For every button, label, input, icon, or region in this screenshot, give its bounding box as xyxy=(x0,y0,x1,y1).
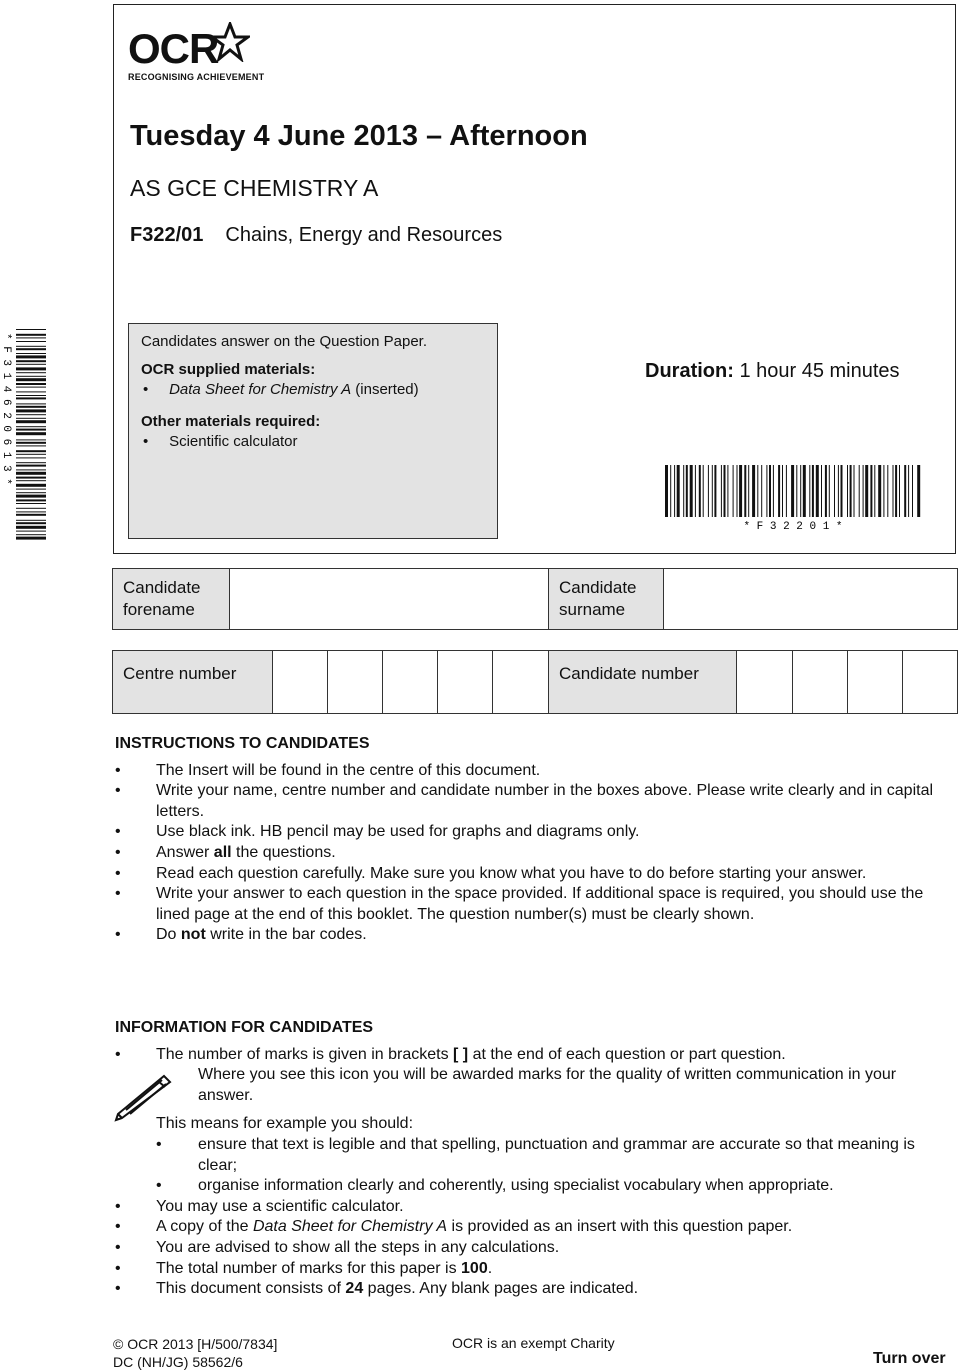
supplied-item-rest: (inserted) xyxy=(351,381,419,398)
materials-line1: Candidates answer on the Question Paper. xyxy=(141,333,428,350)
candidate-digit-box[interactable] xyxy=(848,651,903,713)
barcode-bar xyxy=(714,465,716,517)
centre-number-label: Centre number xyxy=(113,651,273,713)
candidate-number-label: Candidate number xyxy=(549,651,737,713)
barcode-bar xyxy=(686,465,688,517)
name-row xyxy=(112,568,958,630)
copy-italic: Data Sheet for Chemistry A xyxy=(252,1218,448,1236)
barcode-bar xyxy=(854,465,855,517)
barcode-bar xyxy=(695,465,696,517)
barcode-bar xyxy=(16,534,46,535)
forename-field[interactable] xyxy=(230,569,549,629)
barcode-bar xyxy=(16,383,46,385)
barcode-bar xyxy=(16,432,46,435)
barcode-bar xyxy=(712,465,713,517)
other-heading: Other materials required: xyxy=(141,413,321,430)
barcode-bar xyxy=(883,465,884,517)
pencil-icon xyxy=(112,1070,182,1122)
barcode-bar xyxy=(683,465,684,517)
barcode-bar xyxy=(16,397,46,399)
barcode-bar xyxy=(761,465,762,517)
barcode-bar xyxy=(721,465,722,517)
barcode-bar xyxy=(847,465,848,517)
info-icon-text: Where you see this icon you will be awarded marks for the quality of written communication in your answer. xyxy=(198,1066,897,1104)
other-item-text: Scientific calculator xyxy=(169,433,298,450)
pages-post: pages. Any blank pages are indicated. xyxy=(363,1280,639,1298)
barcode-bar xyxy=(674,465,675,517)
footer-left xyxy=(113,1335,277,1371)
instructions-section xyxy=(115,734,945,946)
do-post: write in the bar codes. xyxy=(205,926,367,944)
barcode-bar xyxy=(16,484,46,487)
barcode-bar xyxy=(778,465,780,517)
centre-digit-box[interactable] xyxy=(493,651,549,713)
barcode-bar xyxy=(699,465,701,517)
total-pre: The total number of marks for this paper is xyxy=(156,1259,462,1277)
barcode-bar xyxy=(16,477,46,479)
exam-code: F322/01 xyxy=(130,224,204,246)
barcode-bar xyxy=(16,378,46,381)
instruction-item xyxy=(115,925,945,946)
info-item xyxy=(115,1279,945,1300)
barcode-bar xyxy=(16,395,46,396)
barcode-bar xyxy=(16,469,46,470)
barcode-bar xyxy=(782,465,783,517)
barcode-bar xyxy=(16,480,46,481)
barcode-bar xyxy=(899,465,900,517)
pages-pre: This document consists of xyxy=(156,1280,346,1298)
barcode-bar xyxy=(690,465,693,517)
forename-label: Candidate forename xyxy=(113,569,230,629)
barcode-bar xyxy=(744,465,746,517)
turn-over: Turn over xyxy=(873,1350,946,1367)
instruction-item: • Write your name, centre number and candidate number in the boxes above. Please write clearly and in capital letters. xyxy=(115,781,945,822)
barcode-bar xyxy=(16,465,46,467)
centre-digit-box[interactable] xyxy=(328,651,383,713)
supplied-item-italic: Data Sheet for Chemistry A xyxy=(169,381,352,398)
surname-label: Candidate surname xyxy=(549,569,664,629)
barcode-bar xyxy=(737,465,738,517)
supplied-heading: OCR supplied materials: xyxy=(141,361,316,378)
do-pre: Do xyxy=(156,926,181,944)
barcode-bar xyxy=(821,465,822,517)
barcode-bar xyxy=(16,514,46,516)
barcode-bar xyxy=(16,472,46,475)
centre-digit-box[interactable] xyxy=(438,651,493,713)
barcode-bar xyxy=(16,531,46,532)
barcode-bar xyxy=(16,495,46,498)
barcode-bar xyxy=(803,465,806,517)
marks-bold: [ ] xyxy=(453,1045,469,1063)
do-bold: not xyxy=(180,926,206,944)
barcode-bar xyxy=(16,337,46,338)
duration xyxy=(645,360,900,383)
candidate-digit-box[interactable] xyxy=(793,651,848,713)
barcode-bar xyxy=(874,465,875,517)
instruction-item: • Read each question carefully. Make sure you know what you have to do before starting your answer. xyxy=(115,864,945,885)
barcode-bar xyxy=(16,418,46,419)
barcode-bar xyxy=(16,442,46,444)
duration-value: 1 hour 45 minutes xyxy=(733,360,900,382)
barcode-bar xyxy=(796,465,797,517)
total-post: . xyxy=(487,1259,493,1277)
barcode-bar xyxy=(703,465,704,517)
star-icon xyxy=(210,22,250,62)
info-item xyxy=(115,1217,945,1238)
marks-pre: The number of marks is given in brackets xyxy=(156,1045,454,1063)
barcode-bar xyxy=(739,465,742,517)
barcode-bar xyxy=(733,465,734,517)
instruction-item: • Use black ink. HB pencil may be used for graphs and diagrams only. xyxy=(115,822,945,843)
barcode-bar xyxy=(16,445,46,446)
barcode-bar xyxy=(16,454,46,455)
barcode-bar xyxy=(16,508,46,509)
answer-pre: Answer xyxy=(156,843,214,861)
barcode-bar xyxy=(16,367,46,370)
instructions-heading: INSTRUCTIONS TO CANDIDATES xyxy=(115,735,370,752)
logo-name: OCR xyxy=(128,25,219,72)
footer-ref: DC (NH/JG) 58562/6 xyxy=(113,1354,243,1370)
barcode-bar xyxy=(878,465,881,517)
answer-post: the questions. xyxy=(231,843,336,861)
duration-label: Duration: xyxy=(645,360,734,382)
other-item: • Scientific calculator xyxy=(143,433,298,450)
info-item xyxy=(115,1259,945,1280)
centre-digit-box[interactable] xyxy=(273,651,328,713)
barcode-bar xyxy=(859,465,860,517)
info-means: This means for example you should: xyxy=(156,1115,414,1133)
info-sub-item: • ensure that text is legible and that spelling, punctuation and grammar are accurate so that meaning is clear; xyxy=(115,1135,945,1176)
centre-digit-box[interactable] xyxy=(383,651,438,713)
barcode-bar xyxy=(16,334,46,336)
ocr-logo xyxy=(128,25,265,82)
barcode-bar xyxy=(16,409,46,412)
instruction-item: • The Insert will be found in the centre of this document. xyxy=(115,761,945,782)
barcode-bar xyxy=(769,465,771,517)
barcode-bar xyxy=(841,465,843,517)
barcode-bar xyxy=(16,420,46,423)
barcode-bar xyxy=(838,465,839,517)
info-sub-item: • organise information clearly and coherently, using specialist vocabulary when appropriate. xyxy=(115,1176,945,1197)
barcode-bar xyxy=(800,465,801,517)
barcode-bar xyxy=(727,465,728,517)
pages-bold: 24 xyxy=(345,1280,364,1298)
footer-copyright: © OCR 2013 [H/500/7834] xyxy=(113,1336,278,1352)
info-item: • You are advised to show all the steps in any calculations. xyxy=(115,1238,945,1259)
barcode-bar xyxy=(865,465,868,517)
total-bold: 100 xyxy=(461,1259,488,1277)
barcode-bar xyxy=(16,526,46,529)
barcode-bar xyxy=(16,353,46,354)
barcode-bar xyxy=(16,329,46,330)
barcode-bar xyxy=(16,520,46,521)
exam-subject: AS GCE CHEMISTRY A xyxy=(130,175,379,201)
barcode-bar xyxy=(16,391,46,392)
footer-charity: OCR is an exempt Charity xyxy=(452,1335,615,1351)
barcode-bar xyxy=(16,426,46,427)
barcode-bar xyxy=(904,465,906,517)
barcode-left xyxy=(0,327,46,543)
barcode-bar xyxy=(16,511,46,512)
barcode-bar xyxy=(677,465,680,517)
barcode-right xyxy=(663,465,923,533)
barcode-bar xyxy=(16,450,46,452)
barcode-bar xyxy=(16,414,46,415)
exam-paper: Chains, Energy and Resources xyxy=(225,224,503,246)
barcode-bar xyxy=(752,465,755,517)
barcode-bar xyxy=(748,465,749,517)
exam-code-line xyxy=(130,224,502,247)
barcode-bar xyxy=(16,503,46,504)
barcode-bar xyxy=(908,465,909,517)
marks-post: at the end of each question or part question. xyxy=(468,1045,786,1063)
exam-date: Tuesday 4 June 2013 – Afternoon xyxy=(130,120,588,152)
barcode-bar xyxy=(16,489,46,490)
barcode-bar xyxy=(16,346,46,347)
barcode-bar xyxy=(16,429,46,431)
barcode-bar xyxy=(773,465,774,517)
answer-bold: all xyxy=(213,843,232,861)
barcode-bar xyxy=(863,465,864,517)
information-section xyxy=(115,1018,945,1300)
barcode-bar xyxy=(16,355,46,358)
barcode-bar xyxy=(708,465,709,517)
barcode-bar xyxy=(16,522,46,524)
barcode-bar xyxy=(895,465,897,517)
materials-box xyxy=(128,323,498,539)
barcode-bar xyxy=(786,465,787,517)
supplied-item: • Data Sheet for Chemistry A (inserted) xyxy=(143,381,419,398)
barcode-bar xyxy=(791,465,794,517)
barcode-bar xyxy=(809,465,810,517)
information-heading: INFORMATION FOR CANDIDATES xyxy=(115,1019,374,1036)
barcode-bar xyxy=(16,348,46,350)
barcode-bar xyxy=(829,465,830,517)
barcode-left-text: * F 3 1 4 6 2 0 6 1 3 * xyxy=(0,333,12,485)
barcode-bar xyxy=(16,403,46,404)
barcode-bar xyxy=(757,465,758,517)
barcode-bar xyxy=(850,465,852,517)
copy-pre: A copy of the xyxy=(156,1218,253,1236)
barcode-bar xyxy=(16,462,46,463)
barcode-bar xyxy=(16,372,46,373)
candidate-digit-box[interactable] xyxy=(903,651,957,713)
barcode-bar xyxy=(16,360,46,362)
info-item: • You may use a scientific calculator. xyxy=(115,1197,945,1218)
barcode-bar xyxy=(816,465,819,517)
surname-field[interactable] xyxy=(664,569,957,629)
logo-tagline: RECOGNISING ACHIEVEMENT xyxy=(128,72,265,82)
copy-post: is provided as an insert with this question paper. xyxy=(447,1218,793,1236)
barcode-bar xyxy=(825,465,827,517)
barcode-bar xyxy=(16,376,46,377)
barcode-bar xyxy=(16,457,46,458)
barcode-bar xyxy=(16,406,46,408)
candidate-digit-box[interactable] xyxy=(737,651,793,713)
barcode-bar xyxy=(812,465,814,517)
barcode-right-text: * F 3 2 2 0 1 * xyxy=(743,521,843,533)
barcode-bar xyxy=(16,341,46,342)
instruction-item xyxy=(115,843,945,864)
instruction-item: • Write your answer to each question in the space provided. If additional space is required, you should use the lined page at the end of this booklet. The question number(s) must be clearly shown. xyxy=(115,884,945,925)
info-item xyxy=(115,1045,945,1066)
barcode-bar xyxy=(670,465,671,517)
barcode-bar xyxy=(893,465,894,517)
barcode-bar xyxy=(724,465,726,517)
barcode-bar xyxy=(870,465,872,517)
barcode-bar xyxy=(16,387,46,388)
barcode-bar xyxy=(16,364,46,365)
number-row xyxy=(112,650,958,714)
barcode-bar xyxy=(912,465,913,517)
barcode-bar xyxy=(16,537,46,540)
barcode-bar xyxy=(917,465,920,517)
barcode-bar xyxy=(665,465,668,517)
barcode-bar xyxy=(887,465,888,517)
barcode-bar xyxy=(766,465,767,517)
barcode-bar xyxy=(16,499,46,501)
barcode-bar xyxy=(16,492,46,493)
barcode-bar xyxy=(16,439,46,440)
barcode-bar xyxy=(834,465,835,517)
